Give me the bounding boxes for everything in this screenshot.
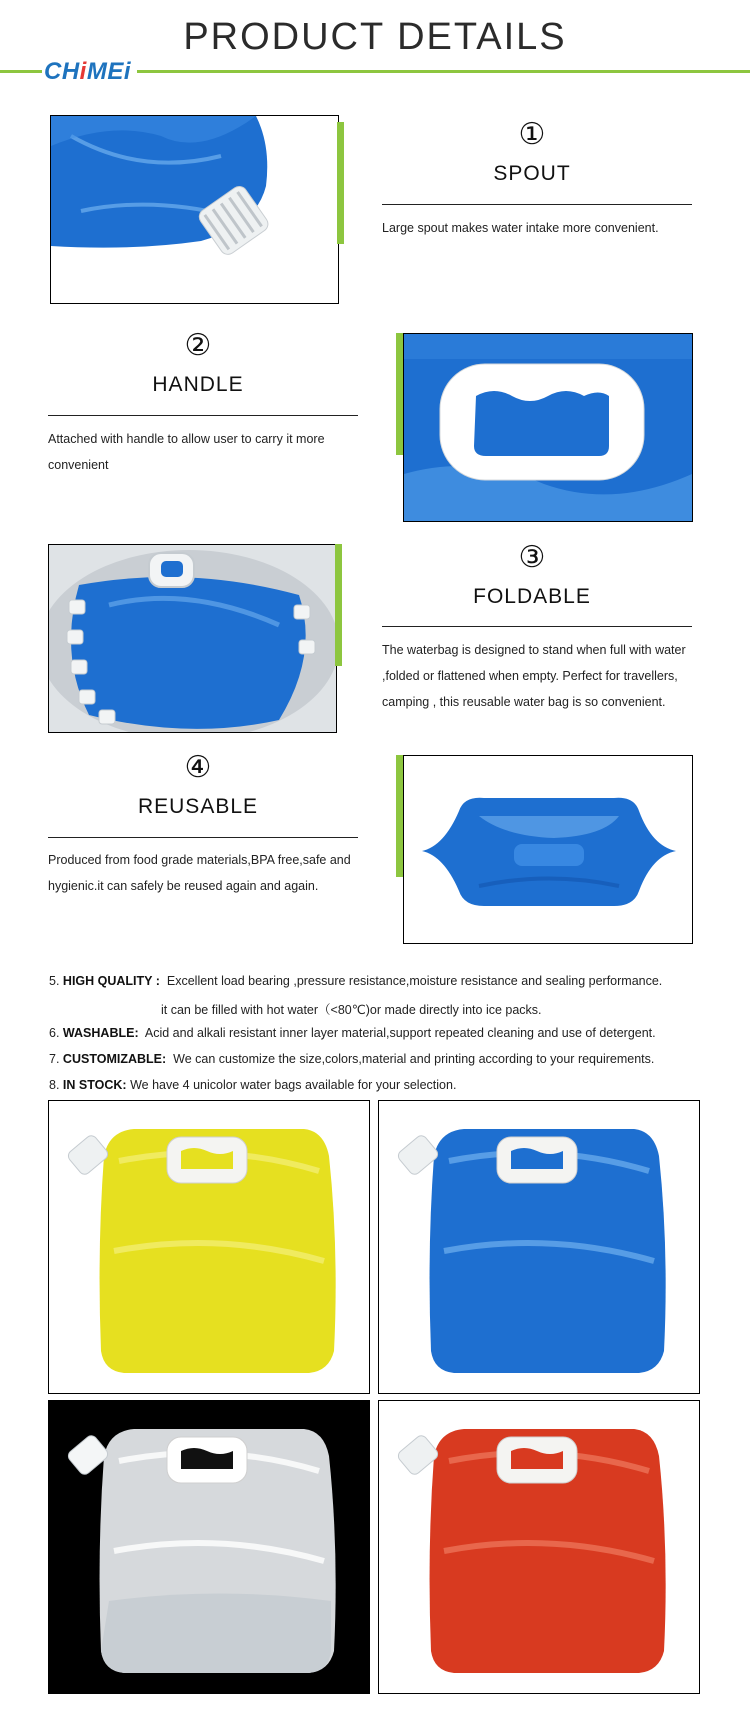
logo-part-2: i [79, 58, 87, 85]
brand-logo [42, 58, 137, 86]
spout-photo [50, 115, 339, 304]
clear-bag-photo [48, 1400, 370, 1694]
feature-label: IN STOCK: [62, 1078, 127, 1092]
logo-part-3: MEi [86, 58, 132, 85]
section-description: The waterbag is designed to stand when full with water ,folded or flattened when empty. Perfect for travellers, camping , this reusable water bag is so convenient. [382, 643, 686, 709]
yellow-bag-photo [48, 1100, 370, 1394]
section-title-spout: SPOUT [493, 162, 571, 185]
section-number: ③ [518, 541, 546, 574]
section-title-foldable: FOLDABLE [473, 585, 591, 608]
logo-part-1: CH [44, 58, 80, 85]
feature-label: CUSTOMIZABLE: [62, 1052, 167, 1066]
blue-bag-photo [378, 1100, 700, 1394]
section-number: ① [518, 118, 546, 151]
page-title: PRODUCT DETAILS [183, 16, 567, 58]
feature-customizable: 7. CUSTOMIZABLE: We can customize the size,colors,material and printing according to your requirements. [49, 1052, 655, 1066]
accent-bar [396, 333, 403, 455]
feature-label: HIGH QUALITY : [62, 974, 160, 988]
accent-bar [396, 755, 403, 877]
section-number: ④ [184, 751, 212, 784]
section-number: ② [184, 329, 212, 362]
section-description: Produced from food grade materials,BPA free,safe and hygienic.it can safely be reused again and again. [48, 853, 351, 893]
section-description: Large spout makes water intake more convenient. [382, 221, 659, 235]
section-divider [48, 415, 358, 416]
red-bag-photo [378, 1400, 700, 1694]
accent-bar [335, 544, 342, 666]
accent-bar [337, 122, 344, 244]
section-divider [382, 204, 692, 205]
feature-in-stock: 8. IN STOCK: We have 4 unicolor water bags available for your selection. [49, 1078, 457, 1092]
section-title-reusable: REUSABLE [137, 795, 259, 818]
feature-high-quality: 5. HIGH QUALITY : Excellent load bearing ,pressure resistance,moisture resistance and sealing performance. [49, 974, 663, 988]
foldable-photo [48, 544, 337, 733]
reusable-photo [403, 755, 693, 944]
feature-washable: 6. WASHABLE: Acid and alkali resistant inner layer material,support repeated cleaning and use of detergent. [49, 1026, 656, 1040]
section-description: Attached with handle to allow user to carry it more convenient [48, 432, 325, 472]
section-title-handle: HANDLE [152, 373, 244, 396]
feature-label: WASHABLE: [62, 1026, 139, 1040]
section-divider [48, 837, 358, 838]
feature-high-quality-cont: it can be filled with hot water（<80℃)or made directly into ice packs. [161, 1003, 542, 1017]
handle-photo [403, 333, 693, 522]
section-divider [382, 626, 692, 627]
